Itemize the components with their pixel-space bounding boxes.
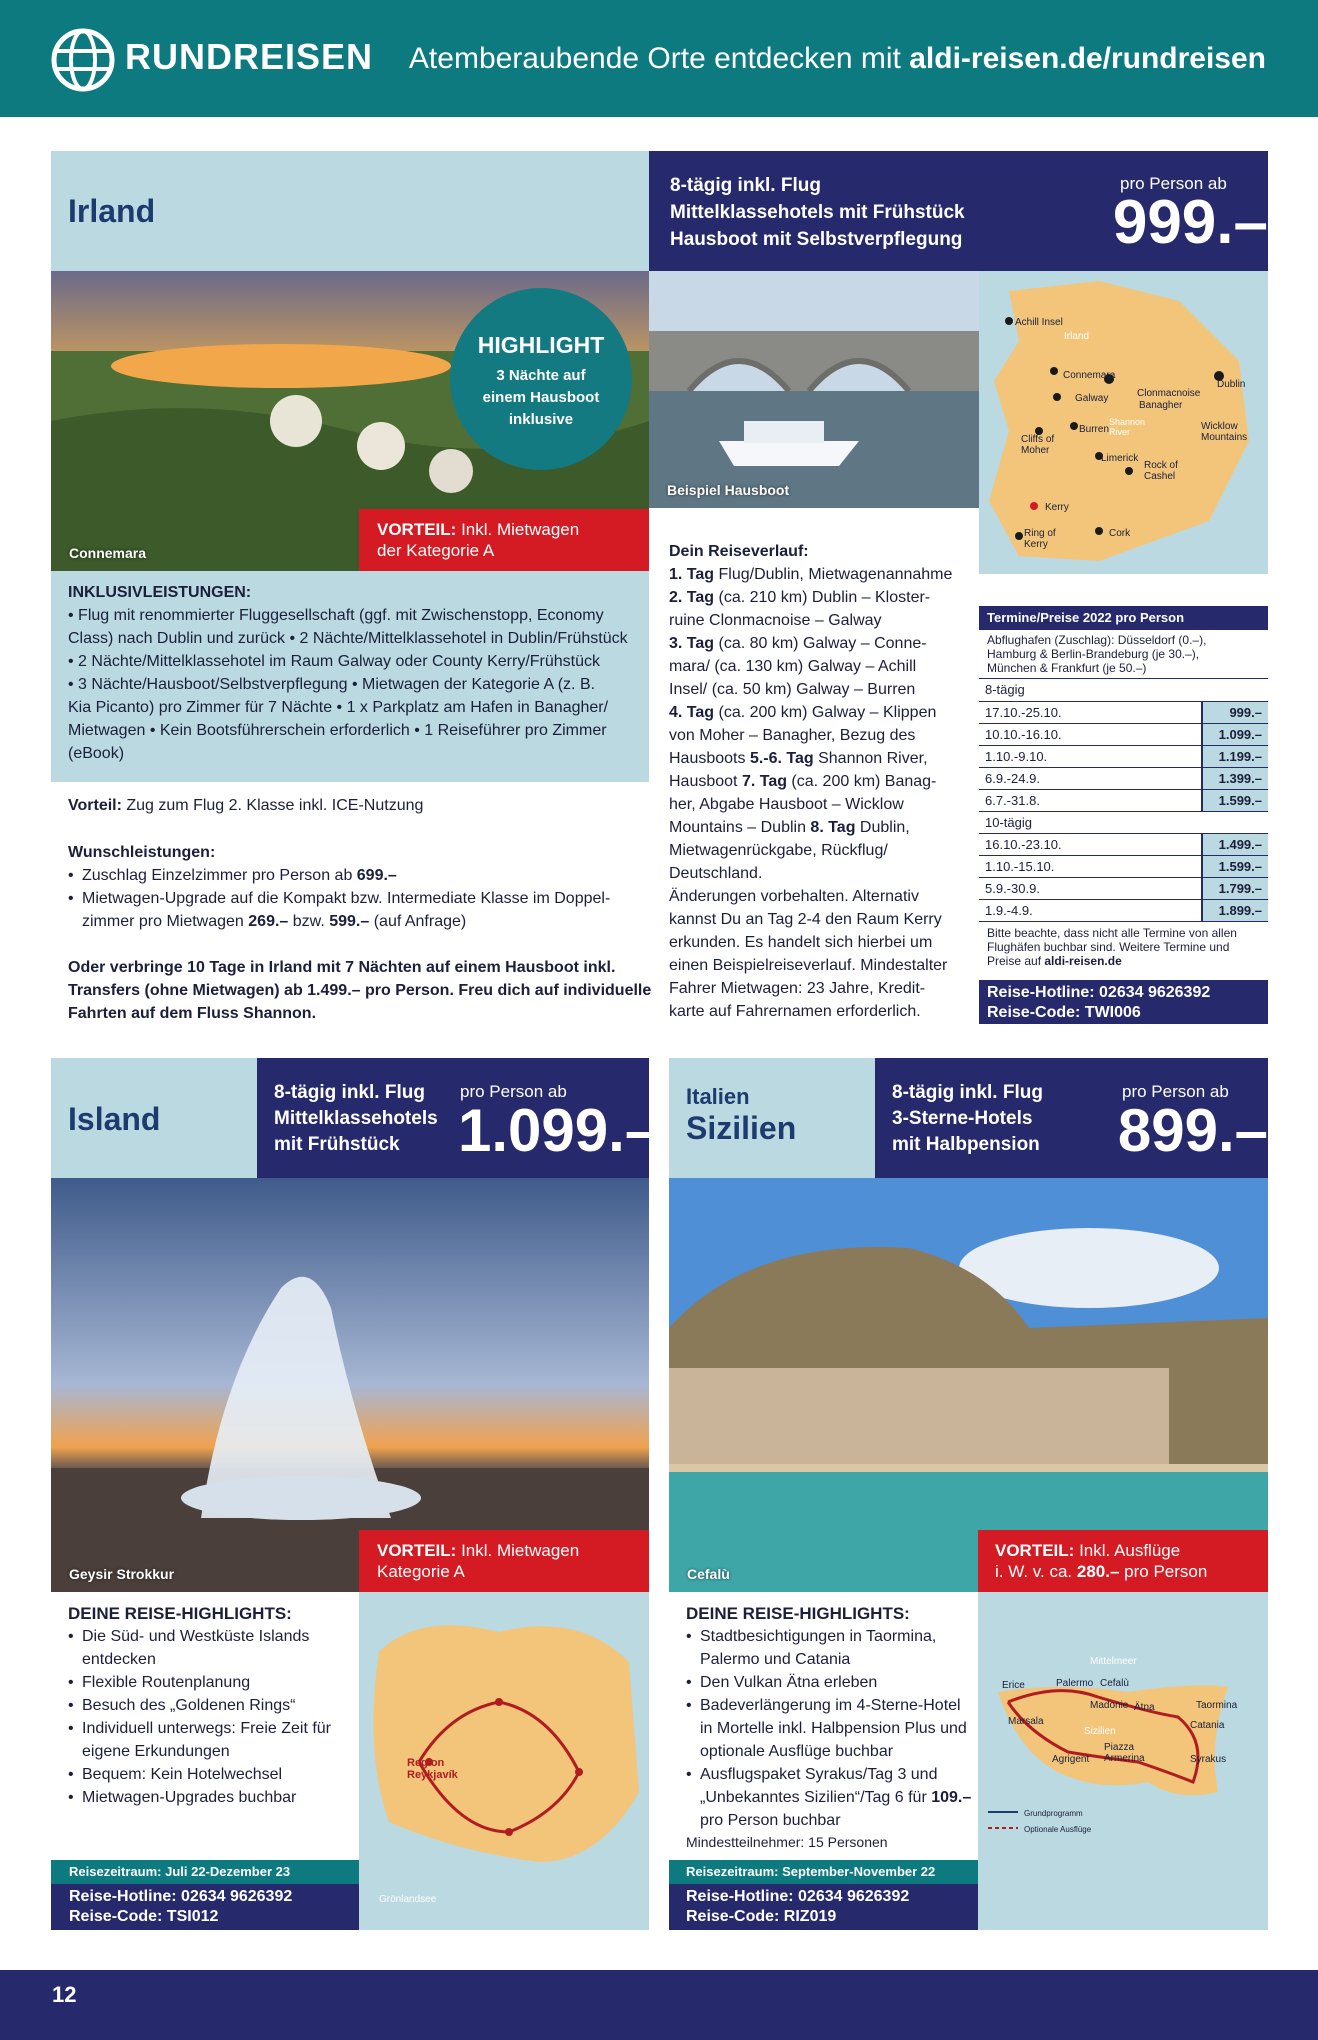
price-row: 1.10.-15.10. 1.599.– xyxy=(979,855,1268,877)
price-table-box xyxy=(979,606,1268,972)
map-label: Grönlandsee xyxy=(379,1894,437,1905)
map-label: Connemara xyxy=(1063,370,1116,381)
map-label: Grundprogramm xyxy=(1024,1809,1083,1818)
map-label: Cork xyxy=(1109,528,1131,539)
map-label: Dublin xyxy=(1217,379,1246,390)
map-label: Palermo xyxy=(1056,1678,1094,1689)
price-row: 17.10.-25.10. 999.– xyxy=(979,701,1268,723)
price-table-foot: Bitte beachte, dass nicht alle Termine von allen Flughäfen buchbar sind. Weitere Termine und Preise auf aldi-reisen.de xyxy=(987,925,1237,968)
sicily-price: 899.– xyxy=(1117,1097,1268,1164)
map-label: Ring of Kerry xyxy=(1024,528,1056,550)
map-label: Agrigent xyxy=(1052,1754,1090,1765)
reise-code: Reise-Code: RIZ019 xyxy=(686,1908,837,1925)
ireland-title: Irland xyxy=(68,193,156,229)
iceland-map xyxy=(359,1592,649,1930)
price-row: 6.9.-24.9. 1.399.– xyxy=(979,767,1268,789)
price-row: 16.10.-23.10. 1.499.– xyxy=(979,833,1268,855)
map-label: Limerick xyxy=(1101,453,1139,464)
map-label: Marsala xyxy=(1008,1716,1044,1727)
iceland-period: Reisezeitraum: Juli 22-Dezember 23 xyxy=(51,1860,359,1884)
map-label: Wicklow Mountains xyxy=(1201,421,1248,443)
price-row: 6.7.-31.8. 1.599.– xyxy=(979,789,1268,811)
inklusiv-text: INKLUSIVLEISTUNGEN: • Flug mit renommierter Fluggesellschaft (ggf. mit Zwischenstopp, Economy Class) nach Dublin und zurück • 2 Nächte/Mittelklassehotel in Dublin/Frühstück • 2 Nächte/Mittelklassehotel im Raum Galway oder County Kerry/Frühstück • 3 Nächte/Hausboot/Selbstverpflegung • Mietwagen der Kategorie A (z. B. Kia Picanto) pro Zimmer für 7 Nächte • 1 x Parkplatz am Hafen in Banagher/ Mietwagen • Kein Bootsführerschein erforderlich • 1 Reiseführer pro Zimmer (eBook) xyxy=(68,584,628,762)
sicily-highlights: DEINE REISE-HIGHLIGHTS: • Stadtbesichtigungen in Taormina, Palermo und Catania • Den Vulkan Ätna erleben • Badeverlängerung im 4-Sterne-Hotel in Mortelle inkl. Halbpension Plus und optionale Ausflüge buchbar • Ausflugspaket Syrakus/Tag 3 und „Unbekanntes Sizilien“/Tag 6 für 109.– pro Person buchbar Mindestteilnehmer: 15 Personen xyxy=(686,1602,978,1852)
photo-caption: Geysir Strokkur xyxy=(69,1566,175,1582)
map-label: Shannon River xyxy=(1109,417,1146,437)
price-row: 1.9.-4.9. 1.899.– xyxy=(979,899,1268,921)
sicily-hotline-box xyxy=(669,1884,978,1930)
map-label: Clonmacnoise xyxy=(1137,388,1201,399)
ireland-price: 999.– xyxy=(1112,188,1268,257)
route-text: Dein Reiseverlauf: 1. Tag Flug/Dublin, Mietwagenannahme 2. Tag (ca. 210 km) Dublin – Kloster- ruine Clonmacnoise – Galway 3. Tag (ca. 80 km) Galway – Conne- mara/ (ca. 130 km) Galway – Achill Insel/ (ca. 50 km) Galway – Burren 4. Tag (ca. 200 km) Galway – Klippen von Moher – Banagher, Bezug des Hausboots 5.-6. Tag Shannon River, Hausboot 7. Tag (ca. 200 km) Banag- her, Abgabe Hausboot – Wicklow Mountains – Dublin 8. Tag Dublin, Mietwagenrückgabe, Rückflug/ Deutschland. Änderungen vorbehalten. Alternativ kannst Du an Tag 2-4 den Raum Kerry erkunden. Es handelt sich hierbei um einen Beispielreiseverlauf. Mindestalter Fahrer Mietwagen: 23 Jahre, Kredit- karte auf Fahrernamen erforderlich. xyxy=(669,543,953,1020)
brand-title: RUNDREISEN xyxy=(125,36,374,77)
map-label: Galway xyxy=(1075,393,1109,404)
photo-caption: Beispiel Hausboot xyxy=(667,482,790,498)
wunsch-list: Wunschleistungen: • Zuschlag Einzelzimmer pro Person ab 699.– • Mietwagen-Upgrade auf die Kompakt bzw. Intermediate Klasse im Doppel- zimmer pro Mietwagen 269.– bzw. 599.– (auf Anfrage) xyxy=(68,841,644,933)
price-row: 1.10.-9.10. 1.199.– xyxy=(979,745,1268,767)
map-label: Cliffs of Moher xyxy=(1021,434,1055,456)
hotline: Reise-Hotline: 02634 9626392 xyxy=(987,984,1211,1001)
iceland-vorteil: VORTEIL: Inkl. Mietwagen Kategorie A xyxy=(359,1530,649,1592)
map-label: Banagher xyxy=(1139,400,1183,411)
vorteil-zug: Vorteil: Zug zum Flug 2. Klasse inkl. ICE-Nutzung xyxy=(68,797,424,814)
sicily-title: Italien Sizilien xyxy=(686,1084,797,1146)
sicily-period: Reisezeitraum: September-November 22 xyxy=(669,1860,978,1884)
map-label: Kerry xyxy=(1045,502,1069,513)
map-label: Madonie xyxy=(1090,1700,1129,1711)
houseboat-photo xyxy=(649,271,979,508)
promo-text: Oder verbringe 10 Tage in Irland mit 7 Nächten auf einem Hausboot inkl. Transfers (ohne Mietwagen) ab 1.499.– pro Person. Freu dich auf individuelle Fahrten auf dem Fluss Shannon. xyxy=(68,959,652,1022)
photo-caption: Cefalù xyxy=(687,1566,730,1582)
iceland-price: 1.099.– xyxy=(458,1097,659,1164)
ireland-offer: 8-tägig inkl. Flug Mittelklassehotels mit Frühstück Hausboot mit Selbstverpflegung xyxy=(670,175,965,250)
reise-code: Reise-Code: TWI006 xyxy=(987,1004,1141,1021)
map-label: Rock of Cashel xyxy=(1144,460,1178,482)
sicily-price-label: pro Person ab xyxy=(1122,1082,1229,1101)
ireland-vorteil: VORTEIL: Inkl. Mietwagen der Kategorie A xyxy=(359,509,649,571)
globe-icon xyxy=(50,27,116,93)
iceland-hotline-box xyxy=(51,1884,359,1930)
footer-bar xyxy=(0,1970,1318,2040)
hotline: Reise-Hotline: 02634 9626392 xyxy=(69,1888,293,1905)
page-number: 12 xyxy=(52,1982,77,2007)
iceland-highlights: DEINE REISE-HIGHLIGHTS: • Die Süd- und Westküste Islands entdecken • Flexible Routenplanung • Besuch des „Goldenen Rings“ • Individuell unterwegs: Freie Zeit für eigene Erkundungen • Bequem: Kein Hotelwechsel • Mietwagen-Upgrades buchbar xyxy=(68,1602,358,1809)
map-label: Erice xyxy=(1002,1680,1025,1691)
map-label: Catania xyxy=(1190,1720,1225,1731)
iceland-offer: 8-tägig inkl. Flug Mittelklassehotels mit Frühstück xyxy=(274,1082,438,1155)
hotline: Reise-Hotline: 02634 9626392 xyxy=(686,1888,910,1905)
iceland-title: Island xyxy=(68,1101,161,1137)
map-label: Burren xyxy=(1079,424,1110,435)
header-tagline: Atemberaubende Orte entdecken mit aldi-reisen.de/rundreisen xyxy=(408,42,1266,75)
ireland-hotline-box xyxy=(979,980,1268,1024)
ireland-map xyxy=(979,271,1268,574)
map-label: Taormina xyxy=(1196,1700,1238,1711)
map-label: Ätna xyxy=(1134,1702,1155,1713)
map-label: Sizilien xyxy=(1084,1726,1116,1737)
map-label: Irland xyxy=(1064,331,1090,342)
map-label: Region Reykjavík xyxy=(407,1757,458,1781)
ireland-price-label: pro Person ab xyxy=(1120,174,1227,193)
price-row: 5.9.-30.9. 1.799.– xyxy=(979,877,1268,899)
price-table: 8-tägig 17.10.-25.10. 999.– 10.10.-16.10. 1.099.– 1.10.-9.10. 1.199.– 6.9.-24.9. 1.399.– 6.7.-31.8. 1.599.– 10-tägig 16.10.-23.10. 1.499.– 1.10.-15.10. 1.599.– 5.9.-30.9. 1.799.– 1.9.-4.9. 1.899.– xyxy=(979,679,1268,922)
map-label: Optionale Ausflüge xyxy=(1024,1825,1092,1834)
price-table-note: Abflughafen (Zuschlag): Düsseldorf (0.–), Hamburg & Berlin-Brandeburg (je 30.–), München & Frankfurt (je 50.–) xyxy=(979,630,1268,679)
price-row: 10.10.-16.10. 1.099.– xyxy=(979,723,1268,745)
map-label: Syrakus xyxy=(1190,1754,1227,1765)
price-table-title: Termine/Preise 2022 pro Person xyxy=(979,606,1268,630)
site-link[interactable]: aldi-reisen.de/rundreisen xyxy=(909,42,1266,75)
sicily-map xyxy=(978,1592,1268,1930)
map-label: Cefalù xyxy=(1100,1678,1129,1689)
highlight-badge: HIGHLIGHT 3 Nächte auf einem Hausboot inklusive xyxy=(450,288,632,470)
photo-caption: Connemara xyxy=(69,545,147,561)
map-label: Piazza Armerina xyxy=(1104,1742,1145,1764)
map-label: Achill Insel xyxy=(1015,317,1063,328)
map-label: Mittelmeer xyxy=(1090,1656,1137,1667)
iceland-price-label: pro Person ab xyxy=(460,1082,567,1101)
sicily-offer: 8-tägig inkl. Flug 3-Sterne-Hotels mit Halbpension xyxy=(892,1082,1043,1155)
sicily-vorteil: VORTEIL: Inkl. Ausflüge i. W. v. ca. 280.– pro Person xyxy=(978,1530,1268,1592)
reise-code: Reise-Code: TSI012 xyxy=(69,1908,219,1925)
